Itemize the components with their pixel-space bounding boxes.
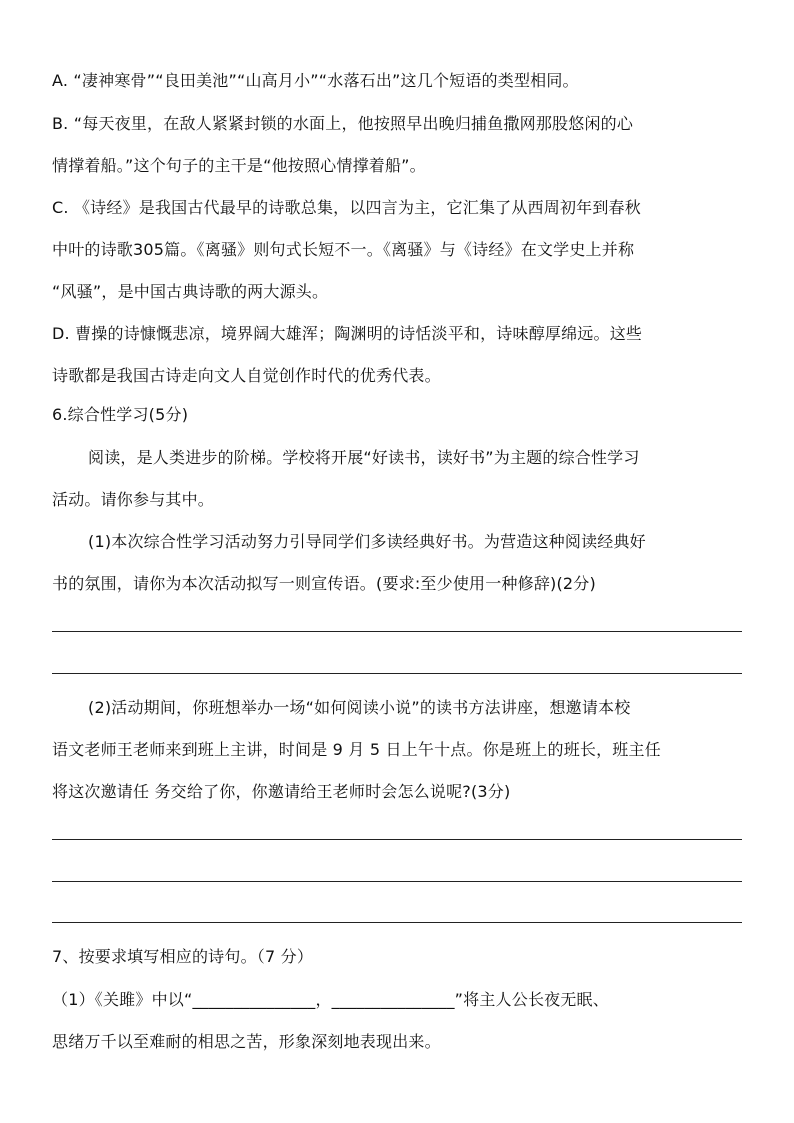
q5-option-a: A. “凄神寒骨”“良田美池”“山高月小”“水落石出”这几个短语的类型相同。 <box>52 71 579 90</box>
answer-line[interactable] <box>52 631 742 632</box>
q6-title: 6.综合性学习(5分) <box>52 405 189 424</box>
q6-part1-line-1: (1)本次综合性学习活动努力引导同学们多读经典好书。为营造这种阅读经典好 <box>88 532 646 551</box>
q6-part1-line-2: 书的氛围，请你为本次活动拟写一则宣传语。(要求:至少使用一种修辞)(2分) <box>52 574 596 593</box>
answer-line[interactable] <box>52 673 742 674</box>
q6-intro-line-2: 活动。请你参与其中。 <box>52 490 215 509</box>
q7-title: 7、按要求填写相应的诗句。（7 分） <box>52 947 314 966</box>
q5-option-d-line-1: D. 曹操的诗慷慨悲凉，境界阔大雄浑；陶渊明的诗恬淡平和，诗味醇厚绵远。这些 <box>52 324 643 343</box>
answer-line[interactable] <box>52 922 742 923</box>
q5-option-d-line-2: 诗歌都是我国古诗走向文人自觉创作时代的优秀代表。 <box>52 366 441 385</box>
q6-part2-line-1: (2)活动期间，你班想举办一场“如何阅读小说”的读书方法讲座，想邀请本校 <box>88 698 631 717</box>
q5-option-b-line-2: 情撑着船。”这个句子的主干是“他按照心情撑着船”。 <box>52 156 426 175</box>
q5-option-b-line-1: B. “每天夜里，在敌人紧紧封锁的水面上，他按照早出晚归捕鱼撒网那股悠闲的心 <box>52 114 634 133</box>
q5-option-c-line-2: 中叶的诗歌305篇。《离骚》则句式长短不一。《离骚》与《诗经》在文学史上并称 <box>52 240 635 259</box>
answer-line[interactable] <box>52 881 742 882</box>
q7-part1-line-2: 思绪万千以至难耐的相思之苦，形象深刻地表现出来。 <box>52 1032 441 1051</box>
answer-line[interactable] <box>52 839 742 840</box>
q6-part2-line-3: 将这次邀请任 务交给了你，你邀请给王老师时会怎么说呢?(3分) <box>52 782 511 801</box>
q6-intro-line-1: 阅读，是人类进步的阶梯。学校将开展“好读书，读好书”为主题的综合性学习 <box>88 448 640 467</box>
q5-option-c-line-3: “风骚”，是中国古典诗歌的两大源头。 <box>52 282 329 301</box>
q5-option-c-line-1: C. 《诗经》是我国古代最早的诗歌总集，以四言为主，它汇集了从西周初年到春秋 <box>52 198 641 217</box>
q6-part2-line-2: 语文老师王老师来到班上主讲，时间是 9 月 5 日上午十点。你是班上的班长，班主任 <box>52 740 661 759</box>
q7-part1-line-1: （1）《关雎》中以“_______________，_______________”将主人公长夜无眠、 <box>52 990 609 1009</box>
